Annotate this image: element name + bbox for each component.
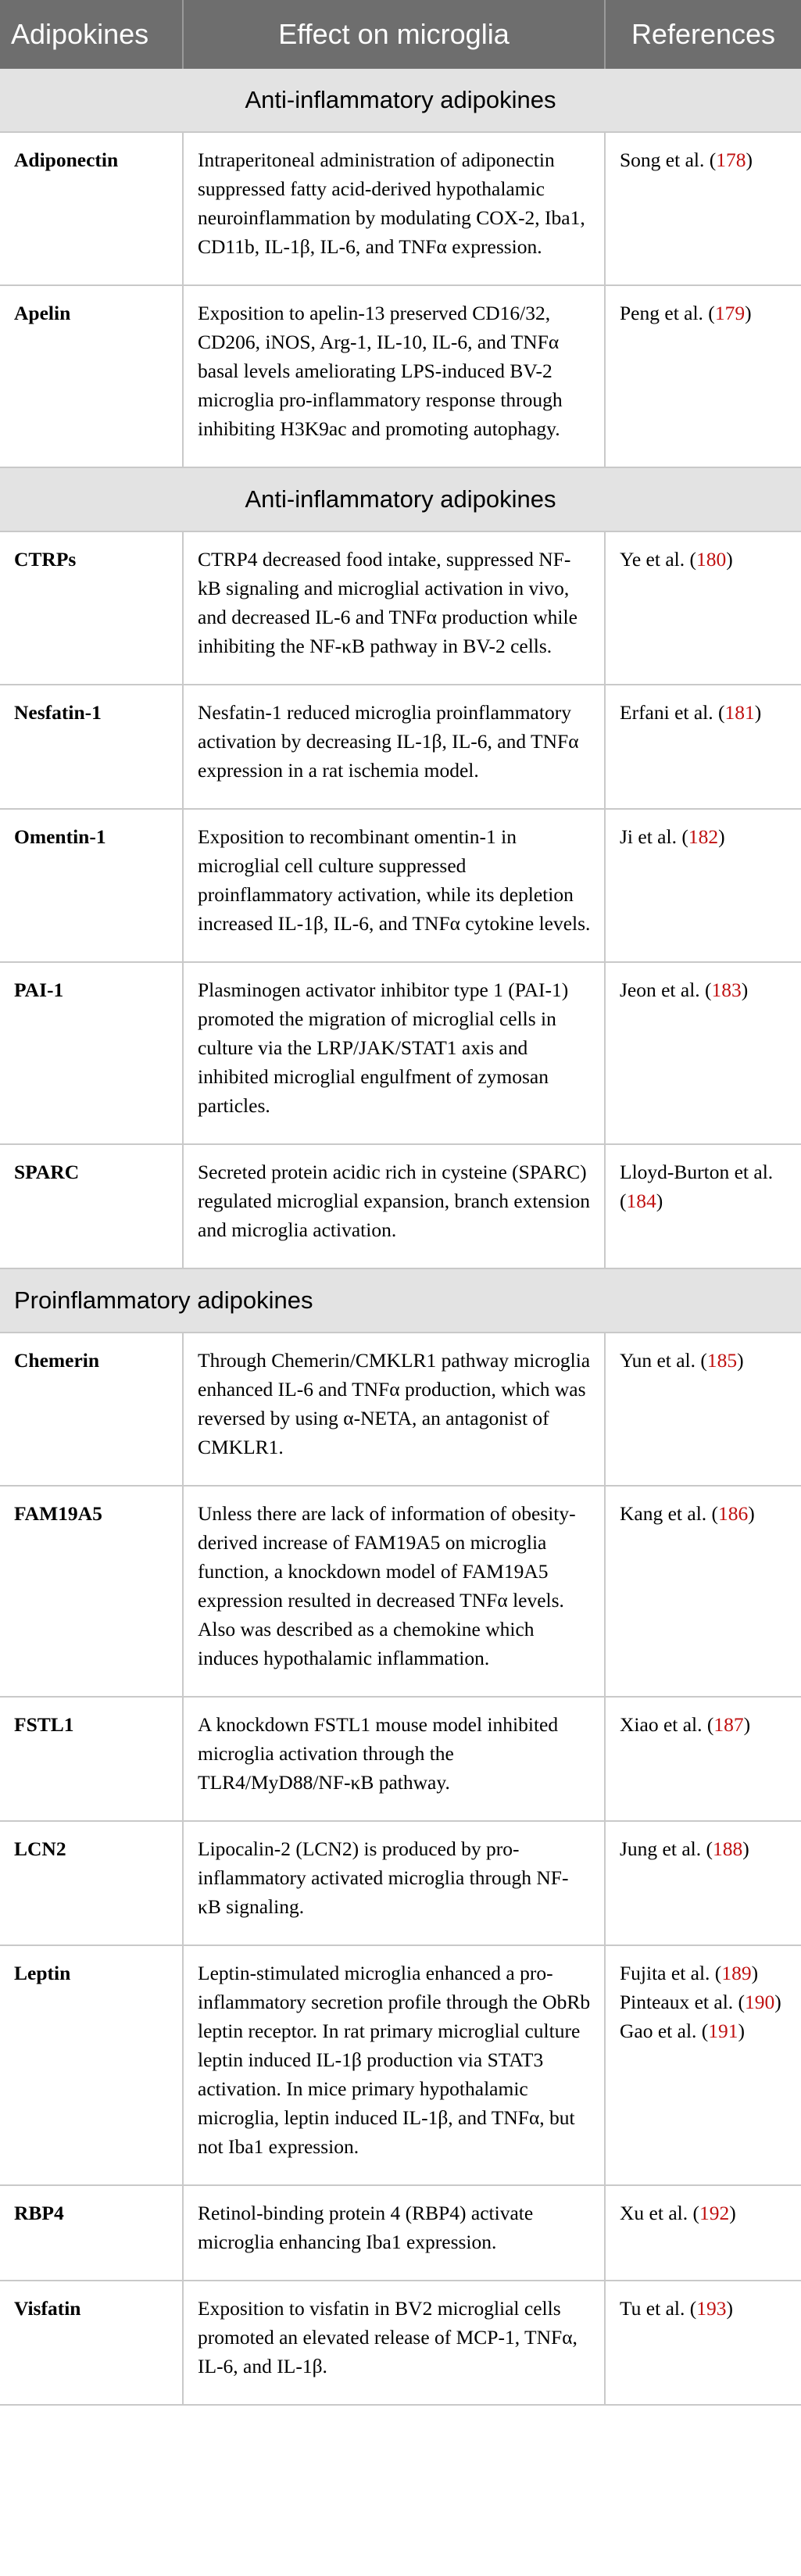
effect-description: CTRP4 decreased food intake, suppressed NF-kB signaling and microglial activation in vivo, and decreased IL-6 and TNFα production while inhibiting the NF-κB pathway in BV-2 cells. [183,531,605,685]
effect-description: Intraperitoneal administration of adiponectin suppressed fatty acid-derived hypothalamic neuroinflammation by modulating COX-2, Iba1, CD11b, IL-1β, IL-6, and TNFα expression. [183,132,605,285]
adipokine-name: FAM19A5 [0,1486,183,1697]
references-cell [605,2281,801,2405]
effect-description: A knockdown FSTL1 mouse model inhibited microglia activation through the TLR4/MyD88/NF-κB pathway. [183,1697,605,1821]
reference-authors: Xiao et al. ( [620,1713,714,1736]
effect-description: Retinol-binding protein 4 (RBP4) activate microglia enhancing Iba1 expression. [183,2185,605,2281]
reference-close: ) [774,1991,781,2013]
adipokine-name: Leptin [0,1945,183,2185]
reference-authors: Jeon et al. ( [620,979,712,1001]
reference-link[interactable]: 188 [712,1837,743,1860]
reference-authors: Erfani et al. ( [620,701,725,724]
reference-citation [620,822,788,851]
reference-close: ) [726,548,733,571]
effect-description: Exposition to visfatin in BV2 microglial cells promoted an elevated release of MCP-1, TNFα, IL-6, and IL-1β. [183,2281,605,2405]
table-row [0,1486,801,1697]
reference-close: ) [729,2202,736,2224]
reference-authors: Pinteaux et al. ( [620,1991,746,2013]
reference-authors: Gao et al. ( [620,2020,709,2042]
reference-citation [620,1346,788,1375]
references-cell [605,132,801,285]
section-title: Proinflammatory adipokines [0,1268,801,1333]
reference-close: ) [742,1837,749,1860]
reference-authors: Song et al. ( [620,148,717,171]
reference-link[interactable]: 182 [688,825,719,848]
reference-link[interactable]: 190 [745,1991,775,2013]
reference-citation [620,2199,788,2227]
reference-citation [620,2016,788,2045]
effect-description: Exposition to apelin-13 preserved CD16/32, CD206, iNOS, Arg-1, IL-10, IL-6, and TNFα basal levels ameliorating LPS-induced BV-2 microglia pro-inflammatory response through inhibiting H3K9ac and promoting autophagy. [183,285,605,467]
reference-link[interactable]: 193 [696,2297,727,2320]
section-header-row [0,467,801,531]
adipokine-name: FSTL1 [0,1697,183,1821]
effect-description: Unless there are lack of information of obesity-derived increase of FAM19A5 on microglia function, a knockdown model of FAM19A5 expression resulted in decreased TNFα levels. Also was described as a chemokine which induces hypothalamic inflammation. [183,1486,605,1697]
reference-authors: Yun et al. ( [620,1349,707,1372]
reference-link[interactable]: 179 [714,302,746,324]
table-row [0,685,801,809]
reference-authors: Kang et al. ( [620,1502,719,1525]
reference-citation [620,299,788,327]
reference-citation [620,1499,788,1528]
reference-authors: Ye et al. ( [620,548,696,571]
header-row [0,0,801,69]
table-row [0,132,801,285]
reference-citation [620,1959,788,1987]
effect-description: Through Chemerin/CMKLR1 pathway microglia enhanced IL-6 and TNFα production, which was reversed by using α-NETA, an antagonist of CMKLR1. [183,1333,605,1486]
section-header-row [0,1268,801,1333]
reference-citation [620,1157,788,1215]
references-cell [605,285,801,467]
references-cell [605,1945,801,2185]
reference-link[interactable]: 181 [724,701,755,724]
reference-close: ) [726,2297,733,2320]
reference-citation [620,145,788,174]
references-cell [605,1697,801,1821]
effect-description: Exposition to recombinant omentin-1 in microglial cell culture suppressed proinflammatory activation, while its depletion increased IL-1β, IL-6, and TNFα cytokine levels. [183,809,605,962]
adipokine-name: Visfatin [0,2281,183,2405]
adipokine-name: Nesfatin-1 [0,685,183,809]
reference-close: ) [656,1190,663,1212]
table-row [0,1144,801,1268]
reference-close: ) [751,1962,759,1984]
adipokine-name: CTRPs [0,531,183,685]
reference-citation [620,1710,788,1739]
effect-description: Lipocalin-2 (LCN2) is produced by pro-inflammatory activated microglia through NF-κB signaling. [183,1821,605,1945]
adipokine-name: PAI-1 [0,962,183,1144]
reference-link[interactable]: 187 [713,1713,744,1736]
reference-close: ) [746,148,753,171]
effect-description: Nesfatin-1 reduced microglia proinflammatory activation by decreasing IL-1β, IL-6, and TNFα expression in a rat ischemia model. [183,685,605,809]
adipokine-name: Omentin-1 [0,809,183,962]
adipokine-name: SPARC [0,1144,183,1268]
reference-authors: Peng et al. ( [620,302,715,324]
adipokine-name: RBP4 [0,2185,183,2281]
reference-citation [620,2294,788,2323]
table-row [0,962,801,1144]
reference-link[interactable]: 191 [708,2020,738,2042]
table-row [0,1697,801,1821]
table-row [0,809,801,962]
references-cell [605,1821,801,1945]
table-row [0,1945,801,2185]
reference-authors: Lloyd-Burton et al. ( [620,1161,774,1212]
reference-close: ) [754,701,762,724]
effect-description: Leptin-stimulated microglia enhanced a pro-inflammatory secretion profile through the ObRb leptin receptor. In rat primary microglial culture leptin induced IL-1β production via STAT3 activation. In mice primary hypothalamic microglia, leptin induced IL-1β, and TNFα, but not Iba1 expression. [183,1945,605,2185]
adipokine-name: Adiponectin [0,132,183,285]
reference-citation [620,698,788,727]
reference-close: ) [738,2020,746,2042]
header-adipokines: Adipokines [0,0,183,69]
table-row [0,531,801,685]
reference-link[interactable]: 185 [706,1349,738,1372]
section-title: Anti-inflammatory adipokines [0,467,801,531]
reference-link[interactable]: 192 [699,2202,730,2224]
table-row [0,1333,801,1486]
reference-authors: Xu et al. ( [620,2202,699,2224]
reference-authors: Tu et al. ( [620,2297,697,2320]
references-cell [605,1333,801,1486]
reference-citation [620,975,788,1004]
references-cell [605,809,801,962]
reference-link[interactable]: 189 [721,1962,752,1984]
references-cell [605,962,801,1144]
reference-close: ) [745,302,752,324]
table-row [0,285,801,467]
table-body [0,69,801,2405]
reference-close: ) [743,1713,751,1736]
reference-link[interactable]: 184 [626,1190,656,1212]
effect-description: Plasminogen activator inhibitor type 1 (PAI-1) promoted the migration of microglial cells in culture via the LRP/JAK/STAT1 axis and inhibited microglial engulfment of zymosan particles. [183,962,605,1144]
reference-close: ) [718,825,725,848]
reference-authors: Ji et al. ( [620,825,688,848]
adipokine-name: Chemerin [0,1333,183,1486]
adipokine-name: Apelin [0,285,183,467]
table-row [0,2281,801,2405]
reference-link[interactable]: 180 [696,548,727,571]
references-cell [605,685,801,809]
reference-link[interactable]: 183 [711,979,742,1001]
references-cell [605,1144,801,1268]
references-cell [605,2185,801,2281]
header-effect: Effect on microglia [183,0,605,69]
reference-close: ) [748,1502,755,1525]
reference-authors: Fujita et al. ( [620,1962,722,1984]
reference-citation [620,545,788,574]
reference-citation [620,1834,788,1863]
effect-description: Secreted protein acidic rich in cysteine (SPARC) regulated microglial expansion, branch extension and microglia activation. [183,1144,605,1268]
reference-authors: Jung et al. ( [620,1837,713,1860]
references-cell [605,1486,801,1697]
reference-link[interactable]: 186 [718,1502,749,1525]
section-title: Anti-inflammatory adipokines [0,69,801,132]
reference-close: ) [741,979,749,1001]
header-references: References [605,0,801,69]
table-row [0,2185,801,2281]
reference-close: ) [737,1349,744,1372]
adipokine-name: LCN2 [0,1821,183,1945]
table-row [0,1821,801,1945]
reference-citation [620,1987,788,2016]
references-cell [605,531,801,685]
reference-link[interactable]: 178 [716,148,746,171]
section-header-row [0,69,801,132]
